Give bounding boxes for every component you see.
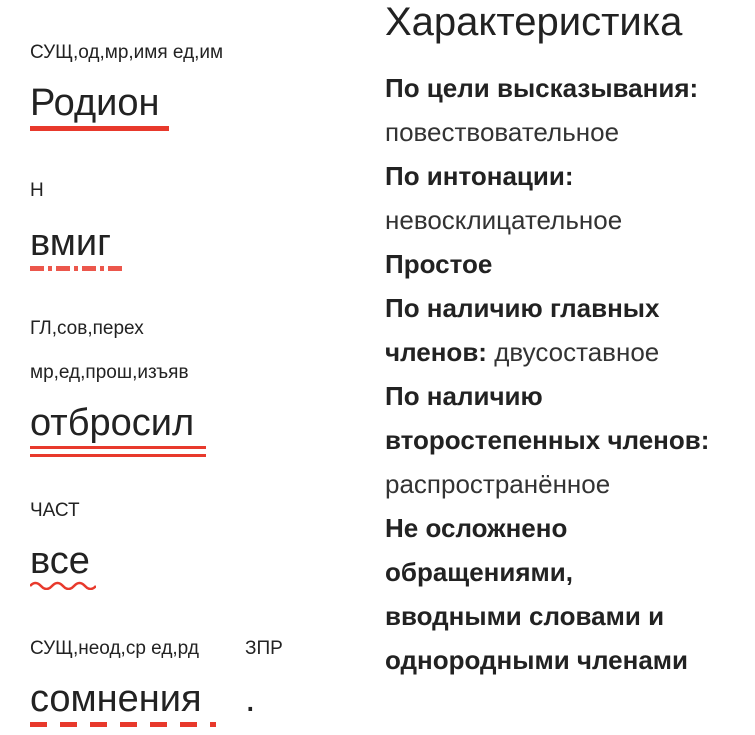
word-tag: СУЩ,од,мр,имя ед,им [30,42,224,63]
main-members-row [385,330,750,374]
punctuation-mark: . [245,678,256,720]
complication-line: Не осложнено [385,513,568,543]
characteristic-list [385,66,750,682]
secondary-label: По наличию [385,381,543,411]
purpose-label: По цели высказывания: [385,73,699,103]
subject-underline [30,126,169,131]
main-members-label: По наличию главных [385,293,660,323]
adverbial-underline [30,266,122,271]
word-tag: ЗПР [245,638,283,659]
word-tag: Н [30,180,44,201]
object-underline [30,722,216,727]
word: все [30,540,90,582]
characteristic-title: Характеристика [385,0,683,44]
intonation-value: невосклицательное [385,205,623,235]
secondary-value: распространённое [385,469,611,499]
word-tag: мр,ед,прош,изъяв [30,362,189,383]
word: отбросил [30,402,195,444]
word-tag: ГЛ,сов,перех [30,318,144,339]
main-members-label-cont: членов: [385,337,487,367]
main-members-value: двусоставное [494,337,660,367]
word: вмиг [30,222,111,264]
word: Родион [30,82,160,124]
intonation-label: По интонации: [385,161,574,191]
predicate-underline [30,446,206,457]
complication-line: обращениями, [385,557,573,587]
secondary-label-cont: второстепенных членов: [385,425,710,455]
purpose-value: повествовательное [385,117,620,147]
complication-line: вводными словами и [385,601,665,631]
word: сомнения [30,678,202,720]
simple-label: Простое [385,249,493,279]
attribute-underline [30,580,96,590]
word-tag: ЧАСТ [30,500,80,521]
complication-line: однородными членами [385,645,689,675]
word-tag: СУЩ,неод,ср ед,рд [30,638,199,659]
